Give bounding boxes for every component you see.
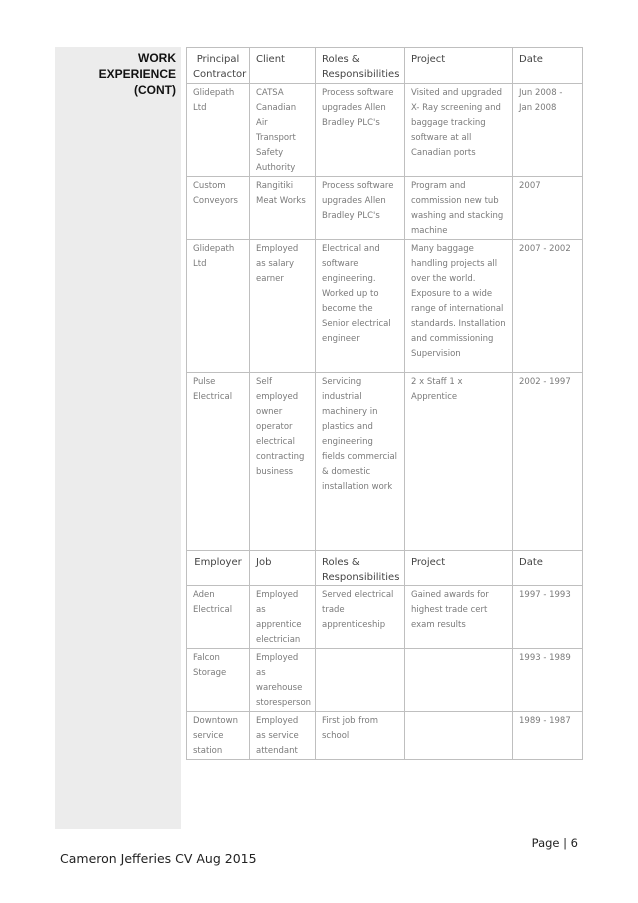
table-cell: Employed as apprentice electrician: [250, 586, 316, 649]
table-cell: CATSA Canadian Air Transport Safety Authority: [250, 84, 316, 177]
page-number: Page | 6: [531, 836, 578, 850]
employment-header-row: [187, 551, 583, 586]
table-row: [187, 586, 583, 649]
table-cell: 1993 - 1989: [513, 649, 583, 712]
table-cell: Employed as salary earner: [250, 240, 316, 373]
table-cell: Process software upgrades Allen Bradley PLC's: [316, 84, 405, 177]
header-cell: Roles & Responsibilities: [316, 48, 405, 84]
table-row: [187, 240, 583, 373]
table-cell: Aden Electrical: [187, 586, 250, 649]
table-cell: Visited and upgraded X- Ray screening and baggage tracking software at all Canadian ports: [405, 84, 513, 177]
header-cell: Job: [250, 551, 316, 586]
table-cell: 2 x Staff 1 x Apprentice: [405, 373, 513, 551]
table-cell: Self employed owner operator electrical contracting business: [250, 373, 316, 551]
table-cell: [405, 712, 513, 760]
table-cell: Downtown service station: [187, 712, 250, 760]
table-row: [187, 177, 583, 240]
table-cell: 1997 - 1993: [513, 586, 583, 649]
table-cell: Custom Conveyors: [187, 177, 250, 240]
table-cell: [405, 649, 513, 712]
table-cell: Glidepath Ltd: [187, 84, 250, 177]
table-cell: [316, 649, 405, 712]
table-cell: Process software upgrades Allen Bradley PLC's: [316, 177, 405, 240]
table-cell: Many baggage handling projects all over the world. Exposure to a wide range of international standards. Installation and commissioning Supervision: [405, 240, 513, 373]
table-cell: 2002 - 1997: [513, 373, 583, 551]
contract-header-row: [187, 48, 583, 84]
document-footer-name: Cameron Jefferies CV Aug 2015: [60, 851, 257, 866]
table-cell: Jun 2008 - Jan 2008: [513, 84, 583, 177]
table-cell: First job from school: [316, 712, 405, 760]
header-cell: Client: [250, 48, 316, 84]
table-row: [187, 712, 583, 760]
table-cell: Program and commission new tub washing and stacking machine: [405, 177, 513, 240]
table-row: [187, 84, 583, 177]
header-cell: Principal Contractor: [187, 48, 250, 84]
table-cell: Pulse Electrical: [187, 373, 250, 551]
table-cell: Served electrical trade apprenticeship: [316, 586, 405, 649]
table-cell: Employed as service attendant: [250, 712, 316, 760]
table-cell: 2007: [513, 177, 583, 240]
table-cell: Gained awards for highest trade cert exam results: [405, 586, 513, 649]
table-cell: Falcon Storage: [187, 649, 250, 712]
table-cell: Electrical and software engineering. Worked up to become the Senior electrical engineer: [316, 240, 405, 373]
header-cell: Date: [513, 48, 583, 84]
table-cell: 2007 - 2002: [513, 240, 583, 373]
header-cell: Employer: [187, 551, 250, 586]
table-cell: Glidepath Ltd: [187, 240, 250, 373]
table-row: [187, 373, 583, 551]
table-cell: 1989 - 1987: [513, 712, 583, 760]
table-cell: Servicing industrial machinery in plastics and engineering fields commercial & domestic installation work: [316, 373, 405, 551]
sidebar-panel: [55, 47, 181, 829]
header-cell: Date: [513, 551, 583, 586]
header-cell: Project: [405, 551, 513, 586]
section-title: WORK EXPERIENCE (CONT): [98, 51, 176, 97]
header-cell: Project: [405, 48, 513, 84]
table-row: [187, 649, 583, 712]
table-cell: Rangitiki Meat Works: [250, 177, 316, 240]
header-cell: Roles & Responsibilities: [316, 551, 405, 586]
work-experience-table: [186, 47, 583, 760]
table-cell: Employed as warehouse storesperson: [250, 649, 316, 712]
